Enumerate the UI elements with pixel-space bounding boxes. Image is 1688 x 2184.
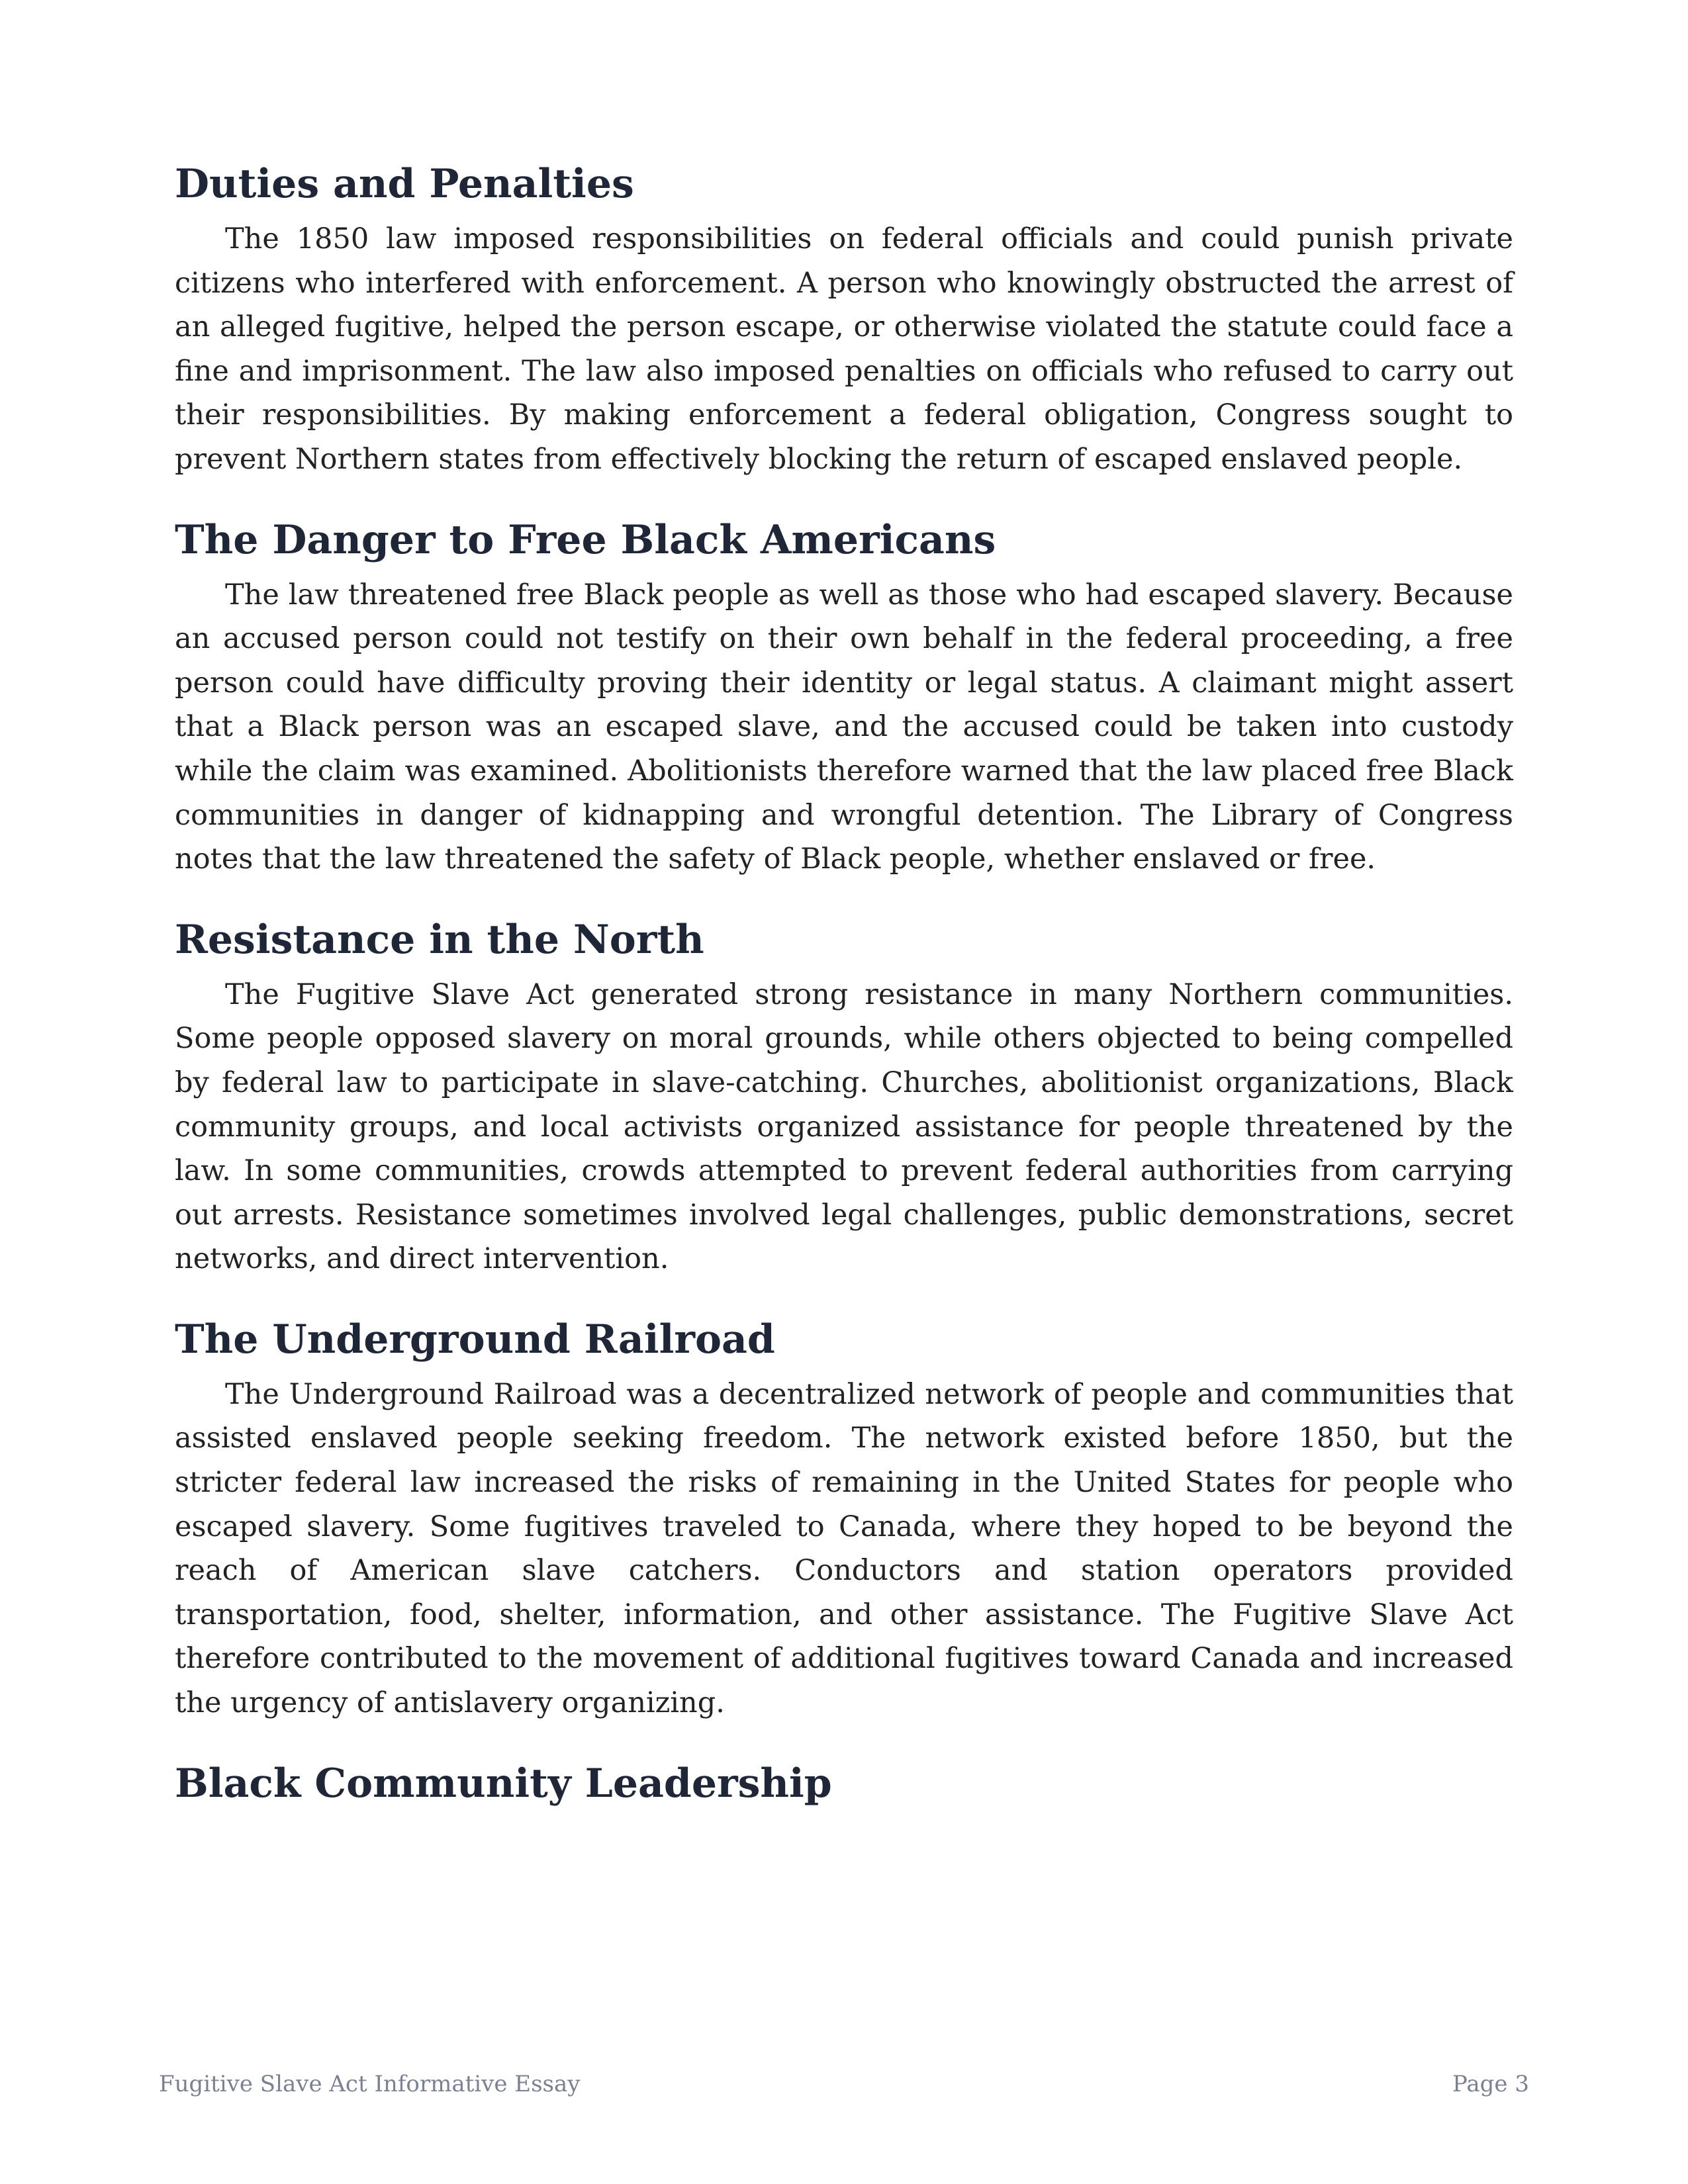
section-black-community-leadership	[175, 1758, 1513, 1809]
section-paragraph: The Underground Railroad was a decentralized network of people and communities that assisted enslaved people seeking freedom. The network existed before 1850, but the stricter federal law increased the risks of remaining in the United States for people who escaped slavery. Some fugitives traveled to Canada, where they hoped to be beyond the reach of American slave catchers. Conductors and station operators provided transportation, food, shelter, information, and other assistance. The Fugitive Slave Act therefore contributed to the movement of additional fugitives toward Canada and increased the urgency of antislavery organizing.	[175, 1377, 1513, 1720]
section-paragraph: The law threatened free Black people as well as those who had escaped slavery. Because an accused person could not testify on their own behalf in the federal proceeding, a free person could have difficulty proving their identity or legal status. A claimant might assert that a Black person was an escaped slave, and the accused could be taken into custody while the claim was examined. Abolitionists therefore warned that the law placed free Black communities in danger of kidnapping and wrongful detention. The Library of Congress notes that the law threatened the safety of Black people, whether enslaved or free.	[175, 578, 1513, 876]
section-duties-and-penalties	[175, 159, 1513, 482]
section-heading: Resistance in the North	[175, 916, 704, 963]
page-content	[175, 159, 1513, 1817]
section-heading: Black Community Leadership	[175, 1760, 832, 1807]
footer-page-number: Page 3	[1452, 2071, 1529, 2097]
section-underground-railroad	[175, 1314, 1513, 1725]
section-heading: The Danger to Free Black Americans	[175, 516, 996, 563]
section-paragraph: The 1850 law imposed responsibilities on federal officials and could punish private citizens who interfered with enforcement. A person who knowingly obstructed the arrest of an alleged fugitive, helped the person escape, or otherwise violated the statute could face a fine and imprisonment. The law also imposed penalties on officials who refused to carry out their responsibilities. By making enforcement a federal obligation, Congress sought to prevent Northern states from effectively blocking the return of escaped enslaved people.	[175, 222, 1513, 476]
section-heading: The Underground Railroad	[175, 1316, 775, 1363]
section-danger-to-free-black-americans	[175, 515, 1513, 882]
footer-document-title: Fugitive Slave Act Informative Essay	[159, 2071, 581, 2097]
section-resistance-in-the-north	[175, 915, 1513, 1281]
section-heading: Duties and Penalties	[175, 161, 634, 207]
section-paragraph: The Fugitive Slave Act generated strong resistance in many Northern communities. Some people opposed slavery on moral grounds, while others objected to being compelled by federal law to participate in slave-catching. Churches, abolitionist organizations, Black community groups, and local activists organized assistance for people threatened by the law. In some communities, crowds attempted to prevent federal authorities from carrying out arrests. Resistance sometimes involved legal challenges, public demonstrations, secret networks, and direct intervention.	[175, 978, 1513, 1276]
